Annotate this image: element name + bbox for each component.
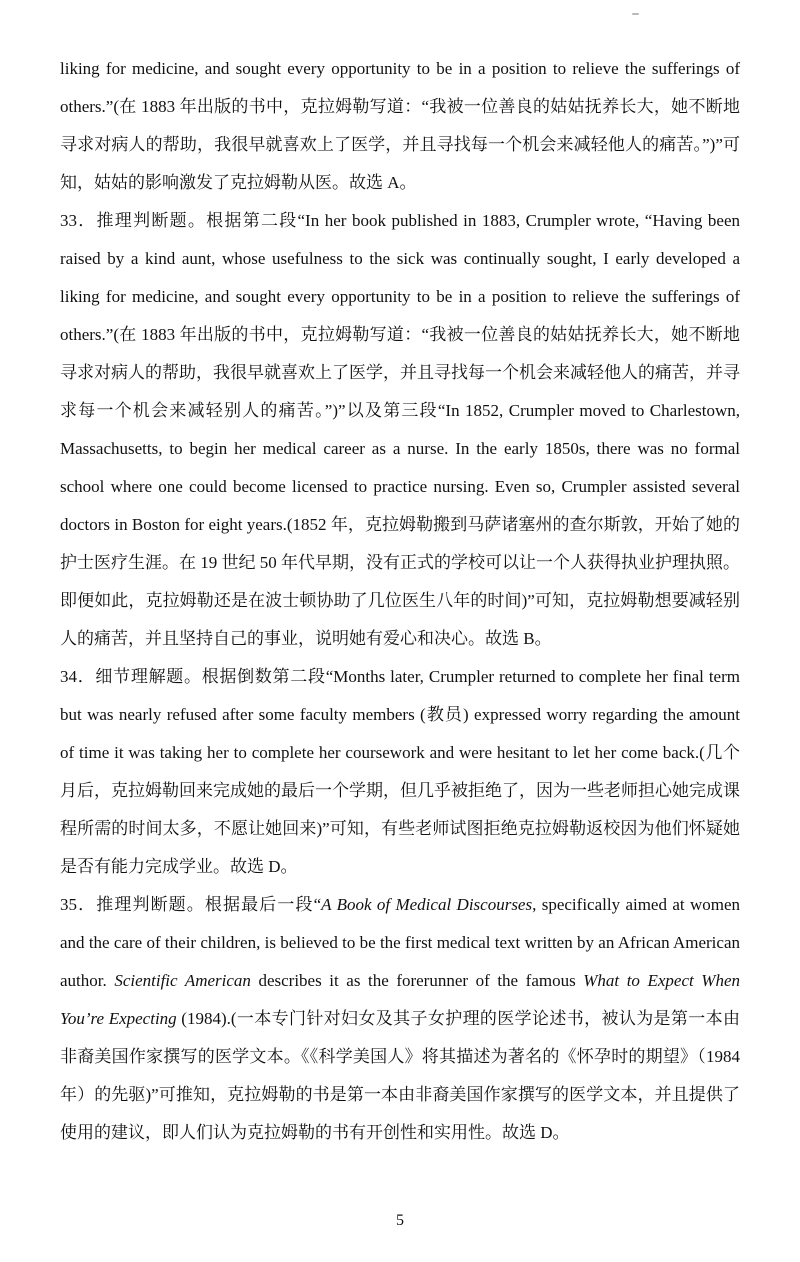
italic-text-run: A Book of Medical Discourses [321, 895, 533, 914]
italic-text-run: Scientific American [114, 971, 251, 990]
italic-text-run: What to Expect When You’re Expecting [60, 971, 740, 1028]
text-run: 34．细节理解题。根据倒数第二段“Months later, Crumpler returned to complete her final term but was nearly refused after some faculty members (教员) expressed worry regarding the amount of time it was taking her to complete her coursework and were hesitant to let her come back.(几个月后，克拉姆勒回来完成她的最后一个学期，但几乎被拒绝了，因为一些老师担心她完成课程所需的时间太多，不愿让她回来)”可知，有些老师试图拒绝克拉姆勒返校因为他们怀疑她是否有能力完成学业。故选 D。 [60, 667, 740, 876]
text-run: 35．推理判断题。根据最后一段“ [60, 895, 322, 914]
document-body [60, 50, 740, 1152]
paragraph [60, 202, 740, 658]
text-run: 33．推理判断题。根据第二段“In her book published in 1883, Crumpler wrote, “Having been raised by a kind aunt, whose usefulness to the sick was continually sought, I early developed a liking for medicine, and sought every opportunity to be in a position to relieve the sufferings of others.”(在 1883 年出版的书中，克拉姆勒写道：“我被一位善良的姑姑抚养长大，她不断地寻求对病人的帮助，我很早就喜欢上了医学，并且寻找每一个机会来减轻他人的痛苦，并寻求每一个机会来减轻别人的痛苦。”)”以及第三段“In 1852, Crumpler moved to Charlestown, Massachusetts, to begin her medical career as a nurse. In the early 1850s, there was no formal school where one could become licensed to practice nursing. Even so, Crumpler assisted several doctors in Boston for eight years.(1852 年，克拉姆勒搬到马萨诸塞州的查尔斯敦，开始了她的护士医疗生涯。在 19 世纪 50 年代早期，没有正式的学校可以让一个人获得执业护理执照。即便如此，克拉姆勒还是在波士顿协助了几位医生八年的时间)”可知，克拉姆勒想要减轻别人的痛苦，并且坚持自己的事业，说明她有爱心和决心。故选 B。 [60, 211, 740, 648]
text-run: describes it as the forerunner of the famous [250, 971, 584, 990]
paragraph [60, 50, 740, 202]
page-number: 5 [396, 1212, 404, 1229]
paragraph [60, 886, 740, 1152]
text-run: (1984).(一本专门针对妇女及其子女护理的医学论述书，被认为是第一本由非裔美国作家撰写的医学文本。《《科学美国人》将其描述为著名的《怀孕时的期望》（1984 年）的先驱)”可推知，克拉姆勒的书是第一本由非裔美国作家撰写的医学文本，并且提供了使用的建议，即人们认为克拉姆勒的书有开创性和实用性。故选 D。 [60, 1009, 740, 1142]
text-run: , specifically aimed at women and the care of their children, is believed to be the first medical text written by an African American author. [60, 895, 741, 990]
text-run: liking for medicine, and sought every opportunity to be in a position to relieve the sufferings of others.”(在 1883 年出版的书中，克拉姆勒写道：“我被一位善良的姑姑抚养长大，她不断地寻求对病人的帮助，我很早就喜欢上了医学，并且寻找每一个机会来减轻他人的痛苦。”)”可知，姑姑的影响激发了克拉姆勒从医。故选 A。 [60, 59, 740, 192]
paragraph [60, 658, 740, 886]
scan-artifact-mark [632, 13, 639, 15]
